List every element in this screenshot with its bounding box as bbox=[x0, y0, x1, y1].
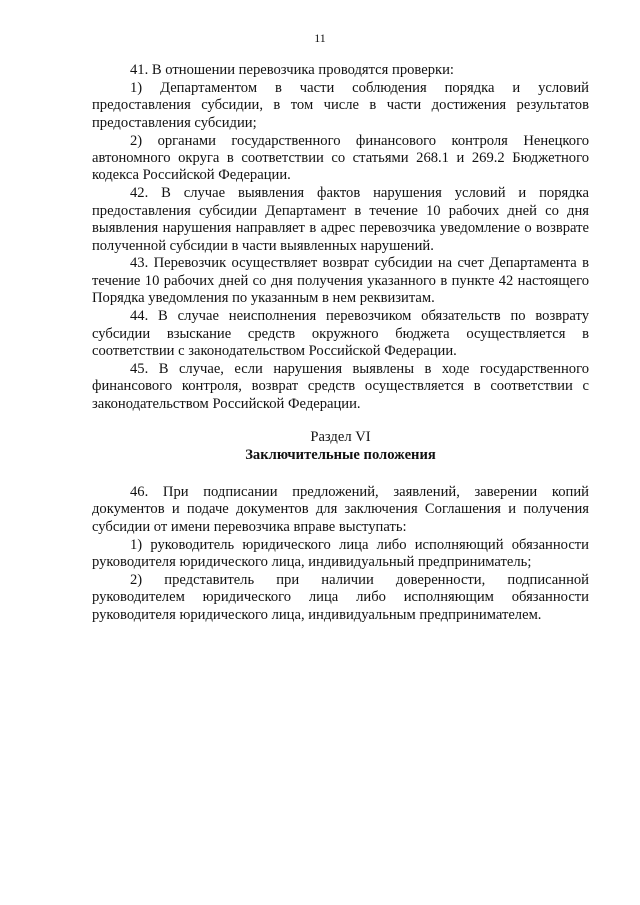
paragraph-41: 41. В отношении перевозчика проводятся проверки: bbox=[130, 62, 454, 78]
paragraph-41-item-1: 1) Департаментом в части соблюдения порядка и условий предоставления субсидии, в том числе в части достижения результатов предоставления субсидии; bbox=[92, 79, 589, 131]
section-heading bbox=[92, 429, 589, 464]
paragraph-46: 46. При подписании предложений, заявлений, заверении копий документов и подаче документов для заключения Соглашения и получения субсидии от имени перевозчика вправе выступать: bbox=[92, 483, 589, 535]
document-body bbox=[92, 62, 589, 624]
page-number: 11 bbox=[314, 31, 326, 45]
paragraph-45: 45. В случае, если нарушения выявлены в ходе государственного финансового контроля, возврат средств осуществляется в соответствии с законодательством Российской Федерации. bbox=[92, 360, 589, 412]
section-label: Раздел VI bbox=[310, 429, 371, 446]
paragraph-46-item-1: 1) руководитель юридического лица либо исполняющий обязанности руководителя юридического лица, индивидуальный предприниматель; bbox=[92, 536, 589, 571]
paragraph-46-item-2: 2) представитель при наличии доверенности, подписанной руководителем юридического лица либо исполняющим обязанности руководителя юридического лица, индивидуальным предпринимателем. bbox=[92, 571, 589, 623]
section-spacer bbox=[92, 464, 589, 484]
paragraph-41-item-2: 2) органами государственного финансового контроля Ненецкого автономного округа в соответствии со статьями 268.1 и 269.2 Бюджетного кодекса Российской Федерации. bbox=[92, 132, 589, 184]
paragraph-42: 42. В случае выявления фактов нарушения условий и порядка предоставления субсидии Департамент в течение 10 рабочих дней со дня выявления нарушения направляет в адрес перевозчика уведомление о возврате полученной субсидии в части выявленных нарушений. bbox=[92, 185, 589, 254]
section-title: Заключительные положения bbox=[245, 446, 436, 463]
paragraph-44: 44. В случае неисполнения перевозчиком обязательств по возврату субсидии взыскание средств окружного бюджета осуществляется в соответствии с законодательством Российской Федерации. bbox=[92, 308, 589, 359]
paragraph-43: 43. Перевозчик осуществляет возврат субсидии на счет Департамента в течение 10 рабочих дней со дня получения указанного в пункте 42 настоящего Порядка уведомления по указанным в нем реквизитам. bbox=[92, 255, 589, 307]
